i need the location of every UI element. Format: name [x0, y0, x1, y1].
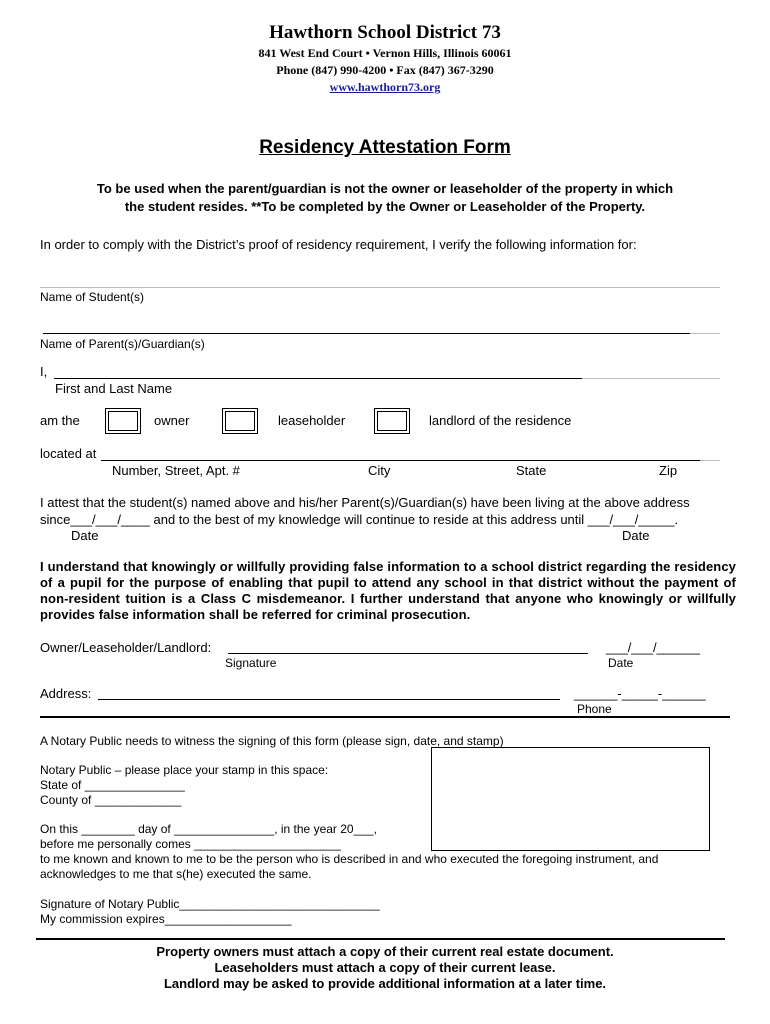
phone-label: Phone	[577, 702, 612, 716]
notary-commission[interactable]: My commission expires___________________	[40, 912, 292, 926]
owner-label: owner	[154, 413, 190, 428]
intro-text: In order to comply with the District’s proof of residency requirement, I verify the following information for:	[40, 237, 637, 252]
signature-label: Signature	[225, 656, 277, 670]
parent-name-line-tail	[690, 333, 720, 334]
form-subtitle-line2: the student resides. **To be completed by the Owner or Leaseholder of the Property.	[124, 199, 646, 214]
notary-known-line1: to me known and known to me to be the person who is described in and who executed the foregoing instrument, and	[40, 852, 659, 866]
owner-signature-line[interactable]	[228, 653, 588, 654]
landlord-checkbox[interactable]	[374, 408, 410, 434]
first-last-name-label: First and Last Name	[55, 381, 173, 396]
attester-name-line[interactable]	[54, 378, 582, 379]
notary-stamp-box[interactable]	[431, 747, 710, 851]
residence-address-line-tail	[700, 460, 720, 461]
address-city-label: City	[368, 463, 391, 478]
address-state-label: State	[516, 463, 547, 478]
district-address: 841 West End Court • Vernon Hills, Illinois 60061	[258, 46, 512, 60]
address-number-label: Number, Street, Apt. #	[112, 463, 240, 478]
notary-before-me[interactable]: before me personally comes ______________________	[40, 837, 341, 851]
attest-line2: since___/___/____ and to the best of my knowledge will continue to reside at this address until ___/___/_____.	[40, 512, 679, 527]
footer-divider	[36, 938, 725, 940]
student-name-label: Name of Student(s)	[40, 290, 145, 304]
section-divider	[40, 716, 730, 718]
parent-name-line[interactable]	[43, 333, 690, 334]
district-name: Hawthorn School District 73	[269, 22, 501, 43]
owner-checkbox[interactable]	[105, 408, 141, 434]
notary-state-of[interactable]: State of _______________	[40, 778, 185, 792]
district-website-link[interactable]: www.hawthorn73.org	[329, 80, 441, 94]
i-prefix: I,	[40, 364, 48, 379]
form-title: Residency Attestation Form	[259, 137, 511, 158]
footer-line3: Landlord may be asked to provide additional information at a later time.	[163, 976, 607, 991]
address-zip-label: Zip	[659, 463, 678, 478]
owner-address-line[interactable]	[98, 699, 560, 700]
footer-line2: Leaseholders must attach a copy of their current lease.	[214, 960, 556, 975]
signature-date-label: Date	[608, 656, 634, 670]
attest-line1: I attest that the student(s) named above and his/her Parent(s)/Guardian(s) have been living at the above address	[40, 495, 690, 510]
owner-address-label: Address:	[40, 686, 92, 701]
owner-signature-date-blank[interactable]: ___/___/______	[606, 640, 700, 655]
notary-known-line2: acknowledges to me that s(he) executed the same.	[40, 867, 312, 881]
leaseholder-checkbox[interactable]	[222, 408, 258, 434]
owner-phone-blank[interactable]: ______-_____-______	[574, 686, 706, 701]
residence-address-line[interactable]	[101, 460, 700, 461]
parent-name-label: Name of Parent(s)/Guardian(s)	[40, 337, 205, 351]
notary-intro: A Notary Public needs to witness the signing of this form (please sign, date, and stamp)	[40, 734, 504, 748]
footer-line1: Property owners must attach a copy of their current real estate document.	[156, 944, 614, 959]
notary-county-of[interactable]: County of _____________	[40, 793, 182, 807]
notary-stamp-prompt: Notary Public – please place your stamp in this space:	[40, 763, 329, 777]
owner-signature-label: Owner/Leaseholder/Landlord:	[40, 640, 212, 655]
until-date-label: Date	[622, 528, 650, 543]
attester-name-line-tail	[582, 378, 720, 379]
since-date-label: Date	[71, 528, 99, 543]
notary-on-this[interactable]: On this ________ day of _______________, in the year 20___,	[40, 822, 377, 836]
district-phone-fax: Phone (847) 990-4200 • Fax (847) 367-3290	[276, 63, 494, 77]
landlord-label: landlord of the residence	[429, 413, 572, 428]
am-the-label: am the	[40, 413, 80, 428]
located-at-label: located at	[40, 446, 97, 461]
leaseholder-label: leaseholder	[278, 413, 346, 428]
form-subtitle-line1: To be used when the parent/guardian is not the owner or leaseholder of the property in which	[96, 181, 674, 196]
student-name-line[interactable]	[40, 287, 720, 288]
notary-signature[interactable]: Signature of Notary Public______________________________	[40, 897, 380, 911]
false-information-warning: I understand that knowingly or willfully providing false information to a school district regarding the residency of a pupil for the purpose of enabling that pupil to attend any school in that district without the payment of non-resident tuition is a Class C misdemeanor. I further understand that anyone who knowingly or willfully provides false information shall be referred for criminal prosecution.	[40, 559, 736, 622]
